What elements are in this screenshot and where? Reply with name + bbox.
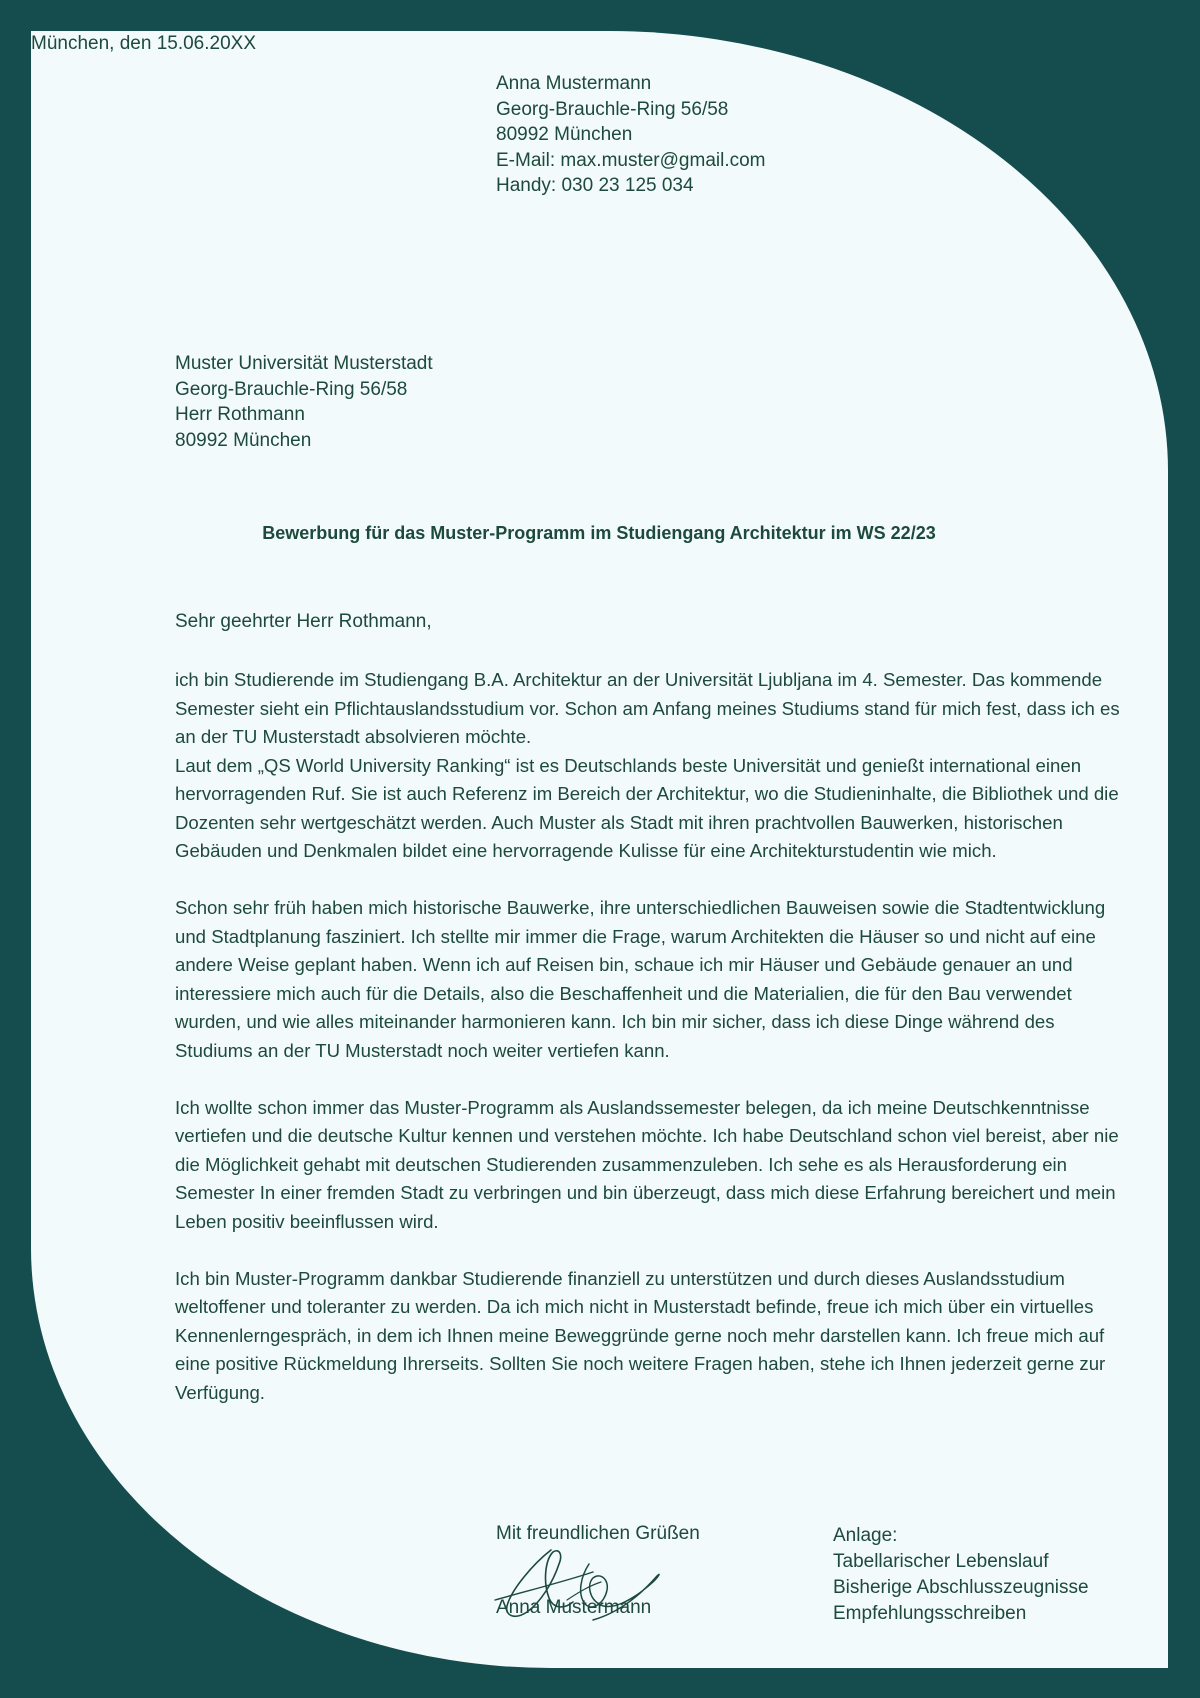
sender-address — [496, 71, 766, 199]
recipient-person: Herr Rothmann — [175, 404, 305, 425]
sender-name: Anna Mustermann — [496, 73, 652, 94]
attachment-item: Bisherige Abschlusszeugnisse — [833, 1577, 1089, 1598]
sender-email: E-Mail: max.muster@gmail.com — [496, 149, 766, 171]
letter-subject: Bewerbung für das Muster-Programm im Studiengang Architektur im WS 22/23 — [262, 523, 936, 543]
closing-phrase: Mit freundlichen Grüßen — [496, 1523, 700, 1544]
signer-name: Anna Mustermann — [496, 1597, 652, 1618]
recipient-street: Georg-Brauchle-Ring 56/58 — [175, 378, 408, 400]
attachment-item: Tabellarischer Lebenslauf — [833, 1551, 1049, 1572]
body-paragraph-4: Ich bin Muster-Programm dankbar Studierende finanziell zu unterstützen und durch dieses Auslandsstudium weltoffener und toleranter zu werden. Da ich mich nicht in Musterstadt befinde, freue ich mich über ein virtuelles Kennenlerngespräch, in dem ich Ihnen meine Beweggründe gerne noch mehr darstellen kann. Ich freue mich auf eine positive Rückmeldung Ihrerseits. Sollten Sie noch weitere Fragen haben, stehe ich Ihnen jederzeit gerne zur Verfügung. — [175, 1267, 1106, 1403]
recipient-city: 80992 München — [175, 429, 312, 451]
body-paragraph-3: Ich wollte schon immer das Muster-Programm als Auslandssemester belegen, da ich meine Deutschkenntnisse vertiefen und die deutsche Kultur kennen und verstehen möchte. Ich habe Deutschland schon viel bereist, aber nie die Möglichkeit gehabt mit deutschen Studierenden zusammenzuleben. Ich sehe es als Herausforderung ein Semester In einer fremden Stadt zu verbringen und bin überzeugt, dass mich diese Erfahrung bereichert und mein Leben positiv beeinflussen wird. — [175, 1096, 1119, 1232]
letter-sheet — [31, 31, 1168, 1668]
attachment-item: Empfehlungsschreiben — [833, 1603, 1027, 1624]
letter-date: München, den 15.06.20XX — [31, 33, 257, 54]
attachments-heading: Anlage: — [833, 1525, 898, 1546]
salutation: Sehr geehrter Herr Rothmann, — [175, 611, 432, 632]
letter-body — [175, 666, 1130, 1436]
body-paragraph — [175, 666, 1130, 752]
recipient-org: Muster Universität Musterstadt — [175, 353, 433, 374]
sender-phone: Handy: 030 23 125 034 — [496, 175, 694, 196]
body-paragraph-2: Schon sehr früh haben mich historische Bauwerke, ihre unterschiedlichen Bauweisen sowie die Stadtentwicklung und Stadtplanung fasziniert. Ich stellte mir immer die Frage, warum Architekten die Häuser so und nicht auf eine andere Weise geplant haben. Wenn ich auf Reisen bin, schaue ich mir Häuser und Gebäude genauer an und interessiere mich auch für die Details, also die Beschaffenheit und die Materialien, die für den Bau verwendet wurden, und wie alles miteinander harmonieren kann. Ich bin mir sicher, dass ich diese Dinge während des Studiums an der TU Musterstadt noch weiter vertiefen kann. — [175, 897, 1106, 1061]
attachments — [833, 1523, 1089, 1627]
sender-city: 80992 München — [496, 124, 633, 145]
recipient-address — [175, 351, 433, 453]
sender-street: Georg-Brauchle-Ring 56/58 — [496, 98, 729, 120]
body-paragraph-1a: ich bin Studierende im Studiengang B.A. Architektur an der Universität Ljubljana im 4. Semester. Das kommende Semester sieht ein Pflichtauslandsstudium vor. Schon am Anfang meines Studiums stand für mich fest, dass ich es an der TU Musterstadt absolvieren möchte. — [175, 669, 1120, 747]
body-paragraph-1b: Laut dem „QS World University Ranking“ ist es Deutschlands beste Universität und genießt international einen hervorragenden Ruf. Sie ist auch Referenz im Bereich der Architektur, wo die Studieninhalte, die Bibliothek und die Dozenten sehr wertgeschätzt werden. Auch Muster als Stadt mit ihren prachtvollen Bauwerken, historischen Gebäuden und Denkmalen bildet eine hervorragende Kulisse für eine Architekturstudentin wie mich. — [175, 754, 1119, 861]
body-paragraph — [175, 752, 1130, 866]
